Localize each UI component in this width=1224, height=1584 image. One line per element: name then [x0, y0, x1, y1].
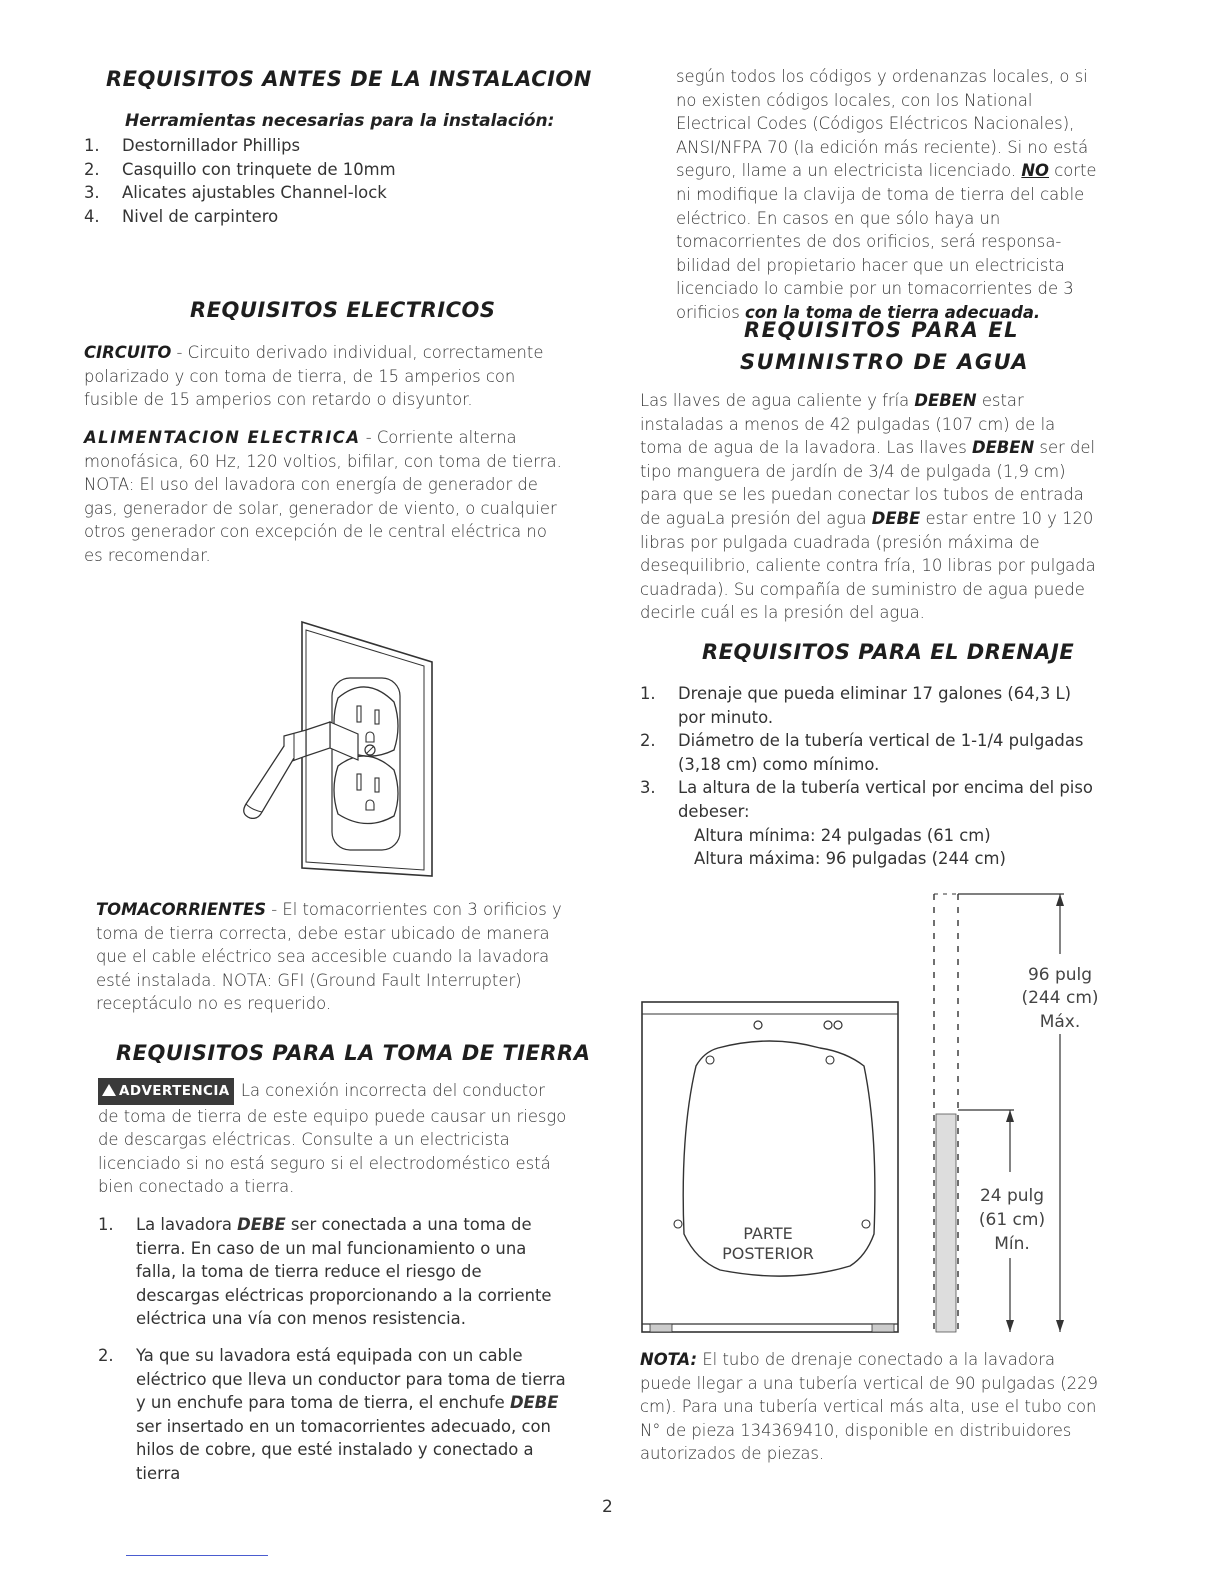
grounding-requirements-heading: REQUISITOS PARA LA TOMA DE TIERRA: [116, 1041, 591, 1065]
install-requirements-heading: REQUISITOS ANTES DE LA INSTALACION: [106, 67, 592, 91]
list-item: 3. La altura de la tubería vertical por encima del piso debeser:: [640, 778, 1093, 821]
list-item: 2. Diámetro de la tubería vertical de 1-1/4 pulgadas (3,18 cm) como mínimo.: [640, 731, 1084, 774]
back-label-line2: POSTERIOR: [722, 1244, 814, 1263]
min-height-label-line2: (61 cm): [978, 1210, 1046, 1230]
circuit-paragraph: CIRCUITO - Circuito derivado individual, correctamente polarizado y con toma de tierra, de 15 amperios con fusible de 15 amperios con retardo o disyuntor.: [84, 343, 544, 410]
tools-list: [84, 134, 568, 228]
drain-height-diagram: [640, 884, 1104, 1336]
max-height-label-line2: (244 cm): [1021, 988, 1099, 1008]
max-height-label-line1: 96 pulg: [1027, 965, 1093, 985]
power-supply-paragraph: ALIMENTACION ELECTRICA - Corriente alterna monofásica, 60 Hz, 120 voltios, bifilar, con toma de tierra. NOTA: El uso del lavadora con energía de generador de gas, generador de solar, generador de viento, o cualquier otros generador con excepción de le central eléctrica no es recomendar.: [84, 428, 562, 565]
drain-note-paragraph: NOTA: El tubo de drenaje conectado a la lavadora puede llegar a una tubería vertical de 90 pulgadas (229 cm). Para una tubería vertical más alta, use el tubo con N° de pieza 134369410, disponible en distribuidores autorizados de piezas.: [640, 1350, 1098, 1464]
outlet-plug-illustration: [226, 618, 438, 880]
outlet-paragraph: TOMACORRIENTES - El tomacorrientes con 3 orificios y toma de tierra correcta, debe estar ubicado de manera que el cable eléctrico sea accesible cuando la lavadora esté instalada. NOTA: GFI (Ground Fault Interrupter) receptáculo no es requerido.: [96, 900, 562, 1014]
min-height-label-line3: Mín.: [994, 1234, 1030, 1254]
drain-list: [640, 682, 1102, 871]
drain-requirements-heading: REQUISITOS PARA EL DRENAJE: [702, 640, 1075, 664]
min-height-label-line1: 24 pulg: [979, 1186, 1045, 1206]
list-item: 1. Destornillador Phillips: [84, 136, 301, 155]
max-height-text: Altura máxima: 96 pulgadas (244 cm): [694, 849, 1006, 869]
list-item: 2. Casquillo con trinquete de 10mm: [84, 159, 396, 179]
list-item: 1. Drenaje que pueda eliminar 17 galones (64,3 L) por minuto.: [640, 684, 1072, 727]
warning-paragraph: ADVERTENCIA La conexión incorrecta del conductor de toma de tierra de este equipo puede causar un riesgo de descargas eléctricas. Consulte a un electricista licenciado si no está seguro si el electrodoméstico está bien conectado a tierra.: [98, 1078, 568, 1199]
page-number: 2: [602, 1497, 613, 1517]
grounding-list: [98, 1213, 568, 1486]
grounding-continued-paragraph: según todos los códigos y ordenanzas locales, o si no existen códigos locales, con los National Electrical Codes (Códigos Eléctricos Nacionales), ANSI/NFPA 70 (la edición más reciente). Si no está seguro, llame a un electricista licenciado. NO corte ni modifique la clavija de toma de tierra del cable eléctrico. En casos en que sólo haya un tomacorrientes de dos orificios, será responsa-bilidad del propietario hacer que un electricista licenciado lo cambie por un tomacorrientes de 3 orificios con la toma de tierra adecuada.: [676, 67, 1097, 322]
max-height-label-line3: Máx.: [1039, 1012, 1081, 1032]
list-item: 1. La lavadora DEBE ser conectada a una toma de tierra. En caso de un mal funcionamiento o una falla, la toma de tierra reduce el riesgo de descargas eléctricas proporcionando a la corriente eléctrica una vía con menos resistencia.: [98, 1215, 552, 1329]
water-supply-paragraph: Las llaves de agua caliente y fría DEBEN estar instaladas a menos de 42 pulgadas (107 cm) de la toma de agua de la lavadora. Las llaves DEBEN ser del tipo manguera de jardín de 3/4 de pulgada (1,9 cm) para que se les puedan conectar los tubos de entrada de aguaLa presión del agua DEBE estar entre 10 y 120 libras por pulgada cuadrada (presión máxima de desequilibrio, caliente contra fría, 10 libras por pulgada cuadrada). Su compañía de suministro de agua puede decirle cuál es la presión del agua.: [640, 391, 1096, 623]
warning-icon: [102, 1084, 116, 1096]
min-height-text: Altura mínima: 24 pulgadas (61 cm): [694, 825, 991, 845]
list-item: 3. Alicates ajustables Channel-lock: [84, 183, 387, 203]
footer-rule: [126, 1555, 268, 1556]
water-supply-heading-line1: REQUISITOS PARA EL: [744, 318, 1019, 342]
list-item: 4. Nivel de carpintero: [84, 206, 279, 226]
list-item: 2. Ya que su lavadora está equipada con un cable eléctrico que lleva un conductor para toma de tierra y un enchufe para toma de tierra, el enchufe DEBE ser insertado en un tomacorrientes adecuado, con hilos de cobre, que esté instalado y conectado a tierra: [98, 1345, 566, 1483]
electrical-requirements-heading: REQUISITOS ELECTRICOS: [190, 298, 496, 322]
back-label-line1: PARTE: [743, 1224, 793, 1243]
water-supply-heading-line2: SUMINISTRO DE AGUA: [740, 350, 1029, 374]
tools-subheading: Herramientas necesarias para la instalación:: [125, 111, 555, 131]
warning-badge: ADVERTENCIA: [98, 1078, 234, 1105]
